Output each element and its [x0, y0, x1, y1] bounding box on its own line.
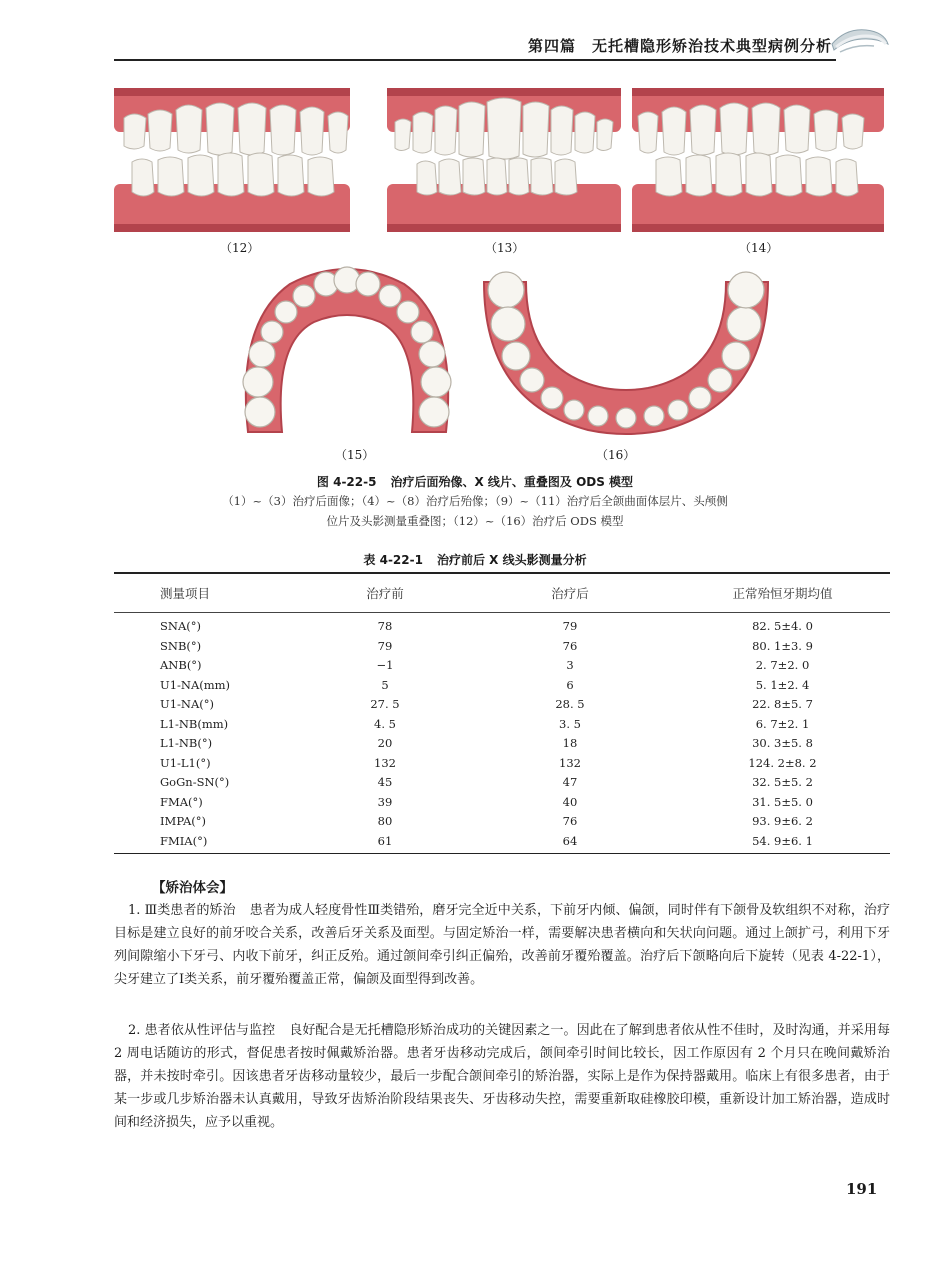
- table-cell: SNA(°): [160, 619, 201, 634]
- table-cell: 132: [374, 755, 396, 770]
- table-header-cell: 正常殆恒牙期均值: [732, 585, 833, 601]
- table-row: [114, 753, 890, 773]
- table-cell: 82. 5±4. 0: [752, 619, 813, 634]
- table-cell: U1-NA(mm): [160, 677, 231, 692]
- paragraph-1-text: 患者为成人轻度骨性Ⅲ类错殆，磨牙完全近中关系，下前牙内倾、偏颌，同时伴有下颌骨及软组织不对称，治疗目标是建立良好的前牙咬合关系，改善后牙关系及面型。与固定矫治一样，需要解决患者横向和矢状向问题。通过上颌扩弓，利用下牙列间隙缩小下牙弓、内收下前牙，纠正反殆。通过颌间牵引纠正偏殆，改善前牙覆殆覆盖。治疗后下颌略向后下旋转（见表 4-22-1），尖牙建立了Ⅰ类关系，前牙覆殆覆盖正常，偏颌及面型得到改善。: [114, 903, 890, 987]
- table-row: [114, 792, 890, 812]
- table-cell: 4. 5: [374, 716, 396, 731]
- table-cell: 61: [377, 833, 393, 848]
- ods-model-frontal: [387, 88, 621, 232]
- table-row: [114, 734, 890, 754]
- table-cell: 5. 1±2. 4: [755, 677, 810, 692]
- figure-description-line-1: （1）~（3）治疗后面像；（4）~（8）治疗后殆像；（9）~（11）治疗后全颌曲面体层片、头颅侧: [222, 494, 728, 508]
- table-cell: 27. 5: [370, 697, 400, 712]
- table-cell: 76: [562, 814, 578, 829]
- figure-caption-number: 图 4-22-5: [316, 475, 377, 489]
- table-cell: 45: [377, 775, 393, 790]
- table-cell: 2. 7±2. 0: [755, 658, 810, 673]
- table-row: [114, 714, 890, 734]
- ods-model-right-lateral: [114, 88, 350, 232]
- ods-model-left-lateral: [632, 88, 884, 232]
- panel-label-14: （14）: [739, 241, 779, 255]
- table-row: [114, 636, 890, 656]
- table-cell: 64: [562, 833, 578, 848]
- table-cell: ANB(°): [160, 658, 202, 673]
- ods-model-upper-arch: [230, 262, 464, 440]
- table-cell: 18: [562, 736, 578, 751]
- table-title-text: 治疗前后 X 线头影测量分析: [436, 553, 587, 567]
- table-cell: 31. 5±5. 0: [752, 794, 813, 809]
- table-row: [114, 773, 890, 793]
- table-cell: U1-NA(°): [160, 697, 214, 712]
- paragraph-1: [114, 899, 890, 991]
- panel-label-16: （16）: [596, 448, 636, 462]
- header-rule: [114, 59, 836, 61]
- paragraph-1-lead: 1. Ⅲ类患者的矫治: [128, 903, 236, 918]
- table-cell: 76: [562, 638, 578, 653]
- figure-caption-title: 治疗后面殆像、X 线片、重叠图及 ODS 模型: [390, 475, 634, 489]
- page-number: 191: [846, 1180, 878, 1198]
- table-cell: L1-NB(mm): [160, 716, 229, 731]
- table-title: [0, 551, 950, 568]
- table-cell: U1-L1(°): [160, 755, 211, 770]
- table-row: [114, 812, 890, 832]
- table-header-cell: 治疗前: [366, 585, 404, 601]
- running-header: [114, 35, 834, 59]
- cephalometric-table: [114, 572, 890, 854]
- table-cell: 30. 3±5. 8: [752, 736, 813, 751]
- table-header-row: [114, 574, 890, 612]
- table-cell: 5: [381, 677, 389, 692]
- panel-label-12: （12）: [220, 241, 260, 255]
- table-cell: SNB(°): [160, 638, 202, 653]
- ods-model-lower-arch: [478, 262, 774, 440]
- table-cell: IMPA(°): [160, 814, 207, 829]
- table-cell: −1: [376, 658, 394, 673]
- paragraph-2-lead: 2. 患者依从性评估与监控: [128, 1023, 276, 1038]
- table-cell: 54. 9±6. 1: [752, 833, 813, 848]
- table-cell: 3: [566, 658, 574, 673]
- table-cell: 20: [377, 736, 393, 751]
- running-header-title: 第四篇 无托槽隐形矫治技术典型病例分析: [527, 37, 832, 55]
- table-cell: 47: [562, 775, 578, 790]
- table-cell: 80. 1±3. 9: [752, 638, 813, 653]
- table-cell: 79: [377, 638, 393, 653]
- table-body: [114, 613, 890, 853]
- figure-description-line-2: 位片及头影测量重叠图；（12）~（16）治疗后 ODS 模型: [326, 514, 624, 528]
- panel-label-13: （13）: [485, 241, 525, 255]
- table-bottom-rule: [114, 853, 890, 855]
- table-cell: 40: [562, 794, 578, 809]
- table-row: [114, 675, 890, 695]
- table-cell: FMIA(°): [160, 833, 208, 848]
- table-cell: 22. 8±5. 7: [752, 697, 813, 712]
- panel-label-15: （15）: [335, 448, 375, 462]
- table-cell: 124. 2±8. 2: [748, 755, 817, 770]
- table-cell: 3. 5: [559, 716, 581, 731]
- table-cell: 80: [377, 814, 393, 829]
- table-row: [114, 656, 890, 676]
- table-row: [114, 831, 890, 851]
- table-cell: GoGn-SN(°): [160, 775, 230, 790]
- table-row: [114, 695, 890, 715]
- table-cell: 6. 7±2. 1: [755, 716, 810, 731]
- table-number: 表 4-22-1: [363, 553, 423, 567]
- table-cell: 93. 9±6. 2: [752, 814, 813, 829]
- paragraph-2-text: 良好配合是无托槽隐形矫治成功的关键因素之一。因此在了解到患者依从性不佳时，及时沟通，并采用每 2 周电话随访的形式，督促患者按时佩戴矫治器。患者牙齿移动完成后，颌间牵引时间比较长，因工作原因有 2 个月只在晚间戴矫治器，并未按时牵引。因该患者牙齿移动量较少，最后一步配合颌间牵引的矫治器，实际上是作为保持器戴用。临床上有很多患者，由于某一步或几步矫治器未认真戴用，导致牙齿矫治阶段结果丧失、牙齿移动失控，需要重新取硅橡胶印模，重新设计加工矫治器，造成时间和经济损失，应予以重视。: [114, 1023, 890, 1130]
- section-heading: 【矫治体会】: [152, 880, 233, 896]
- table-header-cell: 测量项目: [160, 585, 211, 601]
- table-cell: 132: [559, 755, 581, 770]
- table-cell: 6: [566, 677, 574, 692]
- table-cell: 32. 5±5. 2: [752, 775, 813, 790]
- table-row: [114, 617, 890, 637]
- aligner-logo-icon: [826, 14, 892, 66]
- table-cell: 28. 5: [555, 697, 585, 712]
- figure-caption: [0, 473, 950, 490]
- paragraph-2: [114, 1019, 890, 1134]
- table-cell: 39: [377, 794, 393, 809]
- table-cell: 79: [562, 619, 578, 634]
- table-cell: L1-NB(°): [160, 736, 213, 751]
- table-cell: FMA(°): [160, 794, 203, 809]
- table-cell: 78: [377, 619, 393, 634]
- table-header-cell: 治疗后: [551, 585, 589, 601]
